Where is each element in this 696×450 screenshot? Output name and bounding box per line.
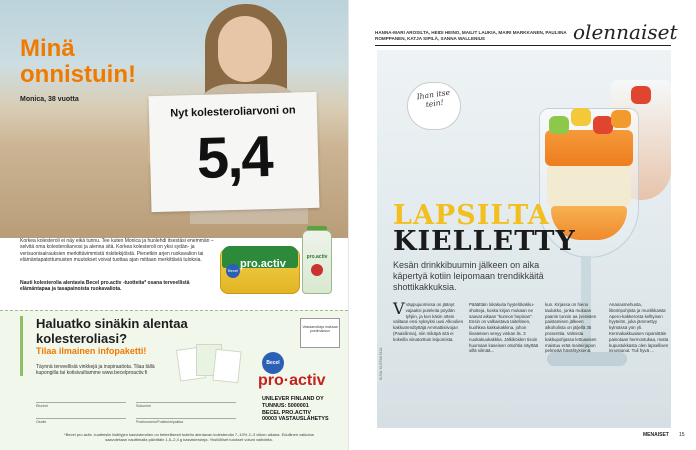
coupon-subtitle: Tilaa ilmainen infopaketti! [36,346,147,356]
woman-face [218,16,272,82]
postage-box: Vastaanottaja maksaa postimaksun [300,318,340,348]
page-number: 15 [679,432,685,438]
byline: HANNA-MARI AROSILTA, HEIDI HEINO, MAILIT LAUKIA, MAIRI MARKKANEN, PAULIINA ROMPPANEN, KATJA SIPILÄ, SANNA WALLENIUS [375,30,567,41]
last-name-field[interactable]: Sukunimi [136,402,236,408]
section-rule [375,45,671,46]
article-column-4 [609,302,669,354]
drink-bottle [302,230,332,294]
footnote: *Becel pro.activ -tuotteisiin lisättyjen kasvisterolien on tieteellisesti todettu alentavan kolesterolia 7–10% 2–3 viikon aikana. Edullinen vaikutus saavutetaan nauttimalla päivittäin 1,5–2,4 g kasvisteroleja. Yksilölliset tulokset voivat vaihdella. [64,432,314,442]
jelly-layer [545,130,633,166]
becel-badge-icon: Becel [226,264,240,278]
sign-label: Nyt kolesteroliarvoni on [170,104,296,120]
strawberry-icon [311,264,323,276]
article-lead: Kesän drinkkibuumin jälkeen on aika käpertyä kotiin leipomaan trendikkäitä shottikakkuksia. [393,260,544,293]
address-line: TUNNUS: 5000001 [262,402,309,409]
photo-caption: Monica, 38 vuotta [20,96,79,103]
article-column-3 [545,302,605,354]
brochure-images [178,342,242,392]
address-line: 00003 VASTAUSLÄHETYS [262,416,329,423]
cream-layer [547,166,631,206]
ad-body-bold: Nauti kolesterolia alentavia Becel pro.activ -tuotteita* osana terveellistä elämäntapaa ja tasapainoista ruokavaliota. [20,280,190,293]
headline-line-1: Minä [20,35,75,62]
article-title-line-1: LAPSILTA [393,200,550,231]
ad-body-text: Korkea kolesteroli ei näy eikä tunnu. Tee kuten Monica ja huolehdi itsestäsi enemmän – selvitä oma kolesteroliarvosi ja alenna sitä. Korkea kolesteroli on yksi sydän- ja verisuonisairauksien merkittävimmistä riskitekijöistä. Pienetkin arjen ruokavalion tai elämäntapatottumusten muutokset voivat tuottaa ajan mittaan merkittäviä tuloksia. [20,238,214,264]
column-text: Ananasmehusta, likööripohjista ja mustikkaista Apero-kakkerosta kelltyisen hyytelön, joka jämmettyy kylmässä yön yli. Kermakakkuaisen nipamittäin painotaan hermostukaa, mutta kupustukkasta olen lapsellisen innostunut. Tuli hyvä ... [609,302,669,354]
brochure-3 [212,349,241,384]
becel-logo: Becel [262,352,284,374]
gummy-candy-orange [611,110,631,128]
address-line: BECEL PRO.ACTIV [262,409,312,416]
proactiv-logo: pro·activ [258,372,326,389]
magazine-article-page [348,0,696,450]
reply-address [262,396,329,423]
cholesterol-sign [149,92,320,212]
first-name-field[interactable]: Etunimi [36,402,126,408]
bottle-label: pro.activ [306,254,328,260]
coupon-title: Haluatko sinäkin alentaa kolesteroliasi? [36,316,188,346]
sign-value: 5,4 [195,124,273,191]
headline-line-2: onnistuin! [20,61,136,88]
article-title-line-2: KIELLETTY [393,226,576,257]
column-text: kun. Kirjassa on hieno taulukko, jonka mukaan paanin tunnin aa (vesisten paistamisen jälkeen alkoholista on jäljellä 35 prosenttia. Valmista kakkupohjassa lettuaaisen maistuu erää maiteirjapon pelmeää hävähtyksenä. [545,302,597,354]
tub-brand-label: pro.activ [240,258,286,270]
coupon-text: Täynnä terveellisiä vinkkejä ja inspiraatiota. Tilaa tällä kupongilla tai kotisivuiltamme www.becelproactiv.fi [36,364,155,377]
postal-code-field[interactable]: Postinumero/Postitoimipaikka [136,418,236,424]
column-text: Pääättäin lokakuita hyytelökakku-shotteja, koska kirjan mukaan ne saavat aikaan "kunnon hepinan". Ensin on valkaistava taiteltinen, kuohkea kakkukakkina, johon liivateteen venyy vinkan lis. 3 nuokakuukakkka. Jälkiköiden tisoin huomaan kaseisen otsohtia näyttää sillä silmää... [469,302,539,354]
address-line: UNILEVER FINLAND OY [262,396,324,402]
speech-bubble-text: Ihan itse tein! [416,87,451,110]
section-name: olennaiset [573,20,678,44]
coupon-accent-bar [20,316,23,376]
drop-cap: V [393,299,405,318]
footer-magazine-name: MENAISET [643,432,669,438]
article-column-2 [469,302,541,354]
photo-credit: KUVA: KUSTANTAJA [379,347,383,380]
gummy-candy-yellow [571,108,591,126]
article-column-1 [393,299,465,343]
gummy-candy-red-back [631,86,651,104]
column-text: Vappujuomissa on jäänyt vajaaksi puteleita pöydän tyhjiin, ja kun käsin ottein valitaan ensi syksyksi uusi Alkoolien kakkutrendtyttäjä Ammattisiivojan (Paasilinna), niin mikäpä sitä ei kokeilla viinatorttuin leipomista. [393,302,464,342]
ad-headline [20,36,170,88]
gummy-candy-red [593,116,613,134]
gummy-candy-green [549,116,569,134]
address-field[interactable]: Osoite [36,418,126,424]
